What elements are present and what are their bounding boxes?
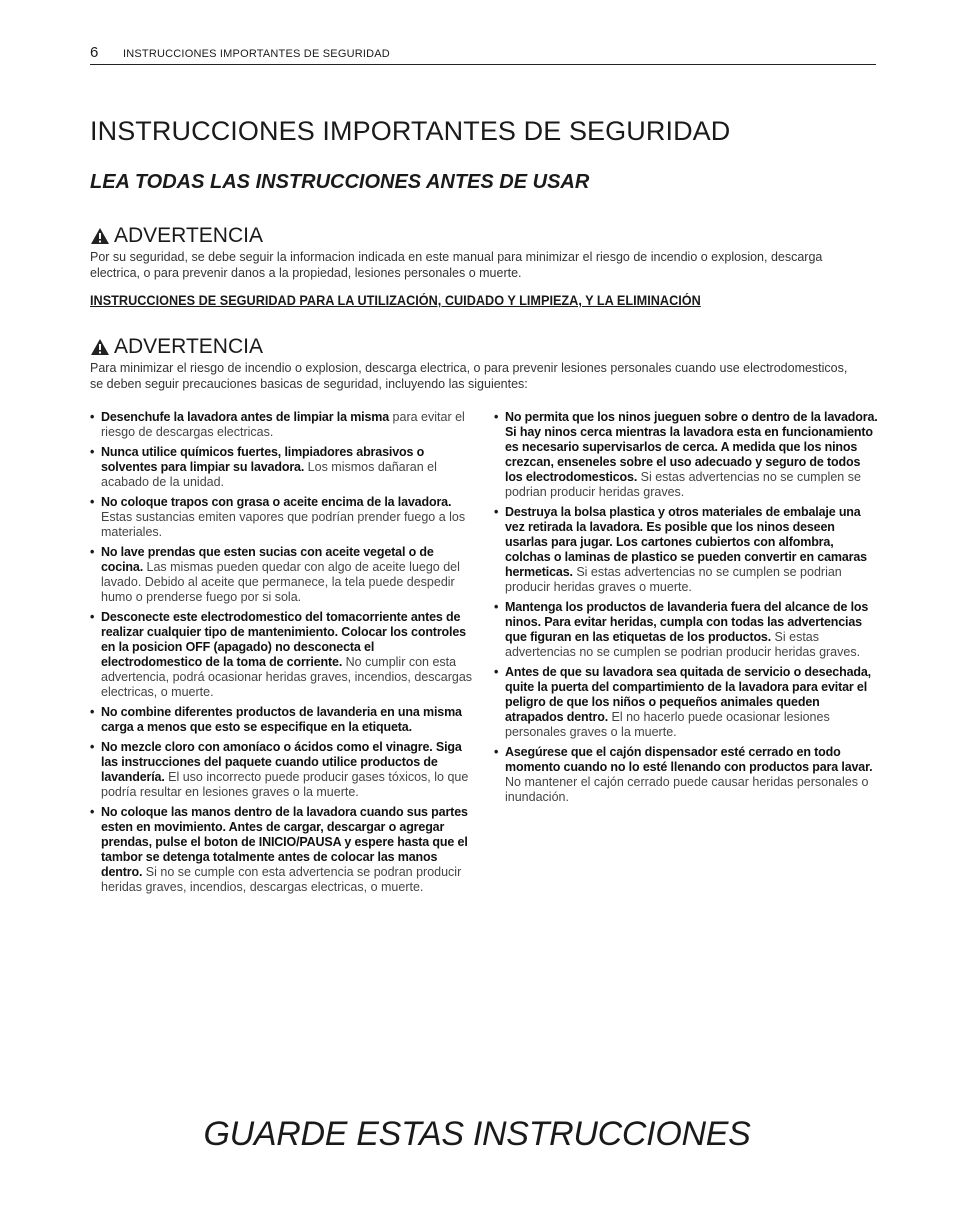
- item-normal-text: Estas sustancias emiten vapores que podrían prender fuego a los materiales.: [101, 510, 466, 539]
- safety-list-item: [494, 665, 880, 740]
- page-header: [90, 44, 876, 65]
- item-normal-text: Las mismas pueden quedar con algo de aceite luego del lavado. Debido al aceite que permanece, la tela puede despedir humo o prenderse fuego por si sola.: [101, 560, 460, 604]
- warning-heading-label: ADVERTENCIA: [114, 335, 263, 358]
- bullet-marker: •: [90, 805, 95, 819]
- warning-heading-2: [90, 335, 263, 359]
- safety-list-item: [90, 705, 476, 735]
- warning-triangle-icon: [90, 227, 110, 245]
- bullet-marker: •: [494, 745, 499, 759]
- warning-heading-1: [90, 224, 263, 248]
- item-bold-text: Desenchufe la lavadora antes de limpiar la misma: [101, 410, 390, 424]
- safety-list-item: [494, 745, 880, 805]
- item-normal-text: Los mismos dañaran el acabado de la unidad.: [101, 460, 437, 489]
- page-title: INSTRUCCIONES IMPORTANTES DE SEGURIDAD: [90, 116, 731, 146]
- warning-triangle-icon: [90, 338, 110, 356]
- bullet-marker: •: [494, 600, 499, 614]
- warning-heading-label: ADVERTENCIA: [114, 224, 263, 247]
- safety-list-right: [494, 410, 880, 810]
- bullet-marker: •: [90, 495, 95, 509]
- safety-list-item: [90, 805, 476, 895]
- bullet-marker: •: [90, 610, 95, 624]
- safety-list-left: [90, 410, 476, 900]
- bullet-marker: •: [494, 505, 499, 519]
- item-normal-text: El uso incorrecto puede producir gases tóxicos, lo que podría resultar en lesiones graves o la muerte.: [101, 770, 469, 799]
- bullet-marker: •: [90, 545, 95, 559]
- item-normal-text: Si no se cumple con esta advertencia se podran producir heridas graves, incendios, descargas electricas, o muerte.: [101, 865, 462, 894]
- item-normal-text: No cumplir con esta advertencia, podrá ocasionar heridas graves, incendios, descargas electricas, o muerte.: [101, 655, 473, 699]
- item-bold-text: No mezcle cloro con amoníaco o ácidos como el vinagre. Siga las instrucciones del paquete cuando utilice productos de lavandería.: [101, 740, 462, 784]
- safety-list-item: [90, 445, 476, 490]
- safety-list-item: [90, 610, 476, 700]
- bullet-marker: •: [90, 410, 95, 424]
- item-bold-text: Destruya la bolsa plastica y otros materiales de embalaje una vez retirada la lavadora. Es posible que los ninos deseen usarlas para jugar. Los cartones cubiertos con alfombra, colchas o laminas de plastico se pueden convertir en camaras hermeticas.: [505, 505, 867, 579]
- item-bold-text: Asegúrese que el cajón dispensador esté cerrado en todo momento cuando no lo esté llenando con productos para lavar.: [505, 745, 873, 774]
- item-normal-text: para evitar el riesgo de descargas electricas.: [101, 410, 465, 439]
- item-bold-text: No coloque trapos con grasa o aceite encima de la lavadora.: [101, 495, 452, 509]
- item-normal-text: Si estas advertencias no se cumplen se podrian producir heridas graves o muerte.: [505, 565, 842, 594]
- item-bold-text: No permita que los ninos jueguen sobre o dentro de la lavadora. Si hay ninos cerca mientras la lavadora esta en funcionamiento es necesario supervisarlos de cerca. A medida que los ninos crezcan, enseneles sobre el uso adecuado y seguro de todos los electrodomesticos.: [505, 410, 878, 484]
- bullet-marker: •: [90, 740, 95, 754]
- item-normal-text: El no hacerlo puede ocasionar lesiones personales graves o la muerte.: [505, 710, 830, 739]
- safety-list-item: [90, 545, 476, 605]
- item-normal-text: Si estas advertencias no se cumplen se podrian producir heridas graves.: [505, 470, 861, 499]
- item-bold-text: Antes de que su lavadora sea quitada de servicio o desechada, quite la puerta del compartimiento de la lavadora para evitar el peligro de que los niños o pequeños animales queden atrapados dentro.: [505, 665, 871, 724]
- safety-list-item: [90, 495, 476, 540]
- item-bold-text: No coloque las manos dentro de la lavadora cuando sus partes esten en movimiento. Antes de cargar, descargar o agregar prendas, pulse el boton de INICIO/PAUSA y espere hasta que el tambor se detenga totalmente antes de colocar las manos dentro.: [101, 805, 468, 879]
- item-bold-text: Desconecte este electrodomestico del tomacorriente antes de realizar cualquier tipo de mantenimiento. Colocar los controles en la posicion OFF (apagado) no desconecta el electrodomestico de la toma de corriente.: [101, 610, 466, 669]
- safety-list-item: [90, 410, 476, 440]
- warning-text-2: Para minimizar el riesgo de incendio o explosion, descarga electrica, o para prevenir lesiones personales cuando use electrodomesticos, se deben seguir precauciones basicas de seguridad, incluyendo las siguientes:: [90, 361, 848, 391]
- page-number: 6: [90, 44, 99, 61]
- safety-list-item: [494, 410, 880, 500]
- safety-list-item: [90, 740, 476, 800]
- running-head: INSTRUCCIONES IMPORTANTES DE SEGURIDAD: [123, 48, 390, 60]
- footer-title: GUARDE ESTAS INSTRUCCIONES: [203, 1115, 751, 1153]
- section-heading: INSTRUCCIONES DE SEGURIDAD PARA LA UTILIZACIÓN, CUIDADO Y LIMPIEZA, Y LA ELIMINACIÓN: [90, 293, 701, 308]
- item-bold-text: No combine diferentes productos de lavanderia en una misma carga a menos que esto se especifique en la etiqueta.: [101, 705, 462, 734]
- item-bold-text: Mantenga los productos de lavanderia fuera del alcance de los ninos. Para evitar heridas, cumpla con todas las advertencias que figuran en las etiquetas de los productos.: [505, 600, 869, 644]
- item-bold-text: No lave prendas que esten sucias con aceite vegetal o de cocina.: [101, 545, 434, 574]
- item-normal-text: Si estas advertencias no se cumplen se podrian producir heridas graves.: [505, 630, 861, 659]
- bullet-marker: •: [494, 410, 499, 424]
- page-subtitle: LEA TODAS LAS INSTRUCCIONES ANTES DE USAR: [90, 171, 590, 193]
- item-bold-text: Nunca utilice químicos fuertes, limpiadores abrasivos o solventes para limpiar su lavadora.: [101, 445, 425, 474]
- bullet-marker: •: [494, 665, 499, 679]
- warning-text-1: Por su seguridad, se debe seguir la informacion indicada en este manual para minimizar el riesgo de incendio o explosion, descarga electrica, o para prevenir danos a la propiedad, lesiones personales o muerte.: [90, 250, 823, 280]
- item-normal-text: No mantener el cajón cerrado puede causar heridas personales o inundación.: [505, 775, 869, 804]
- safety-list-item: [494, 600, 880, 660]
- bullet-marker: •: [90, 705, 95, 719]
- bullet-marker: •: [90, 445, 95, 459]
- safety-list-item: [494, 505, 880, 595]
